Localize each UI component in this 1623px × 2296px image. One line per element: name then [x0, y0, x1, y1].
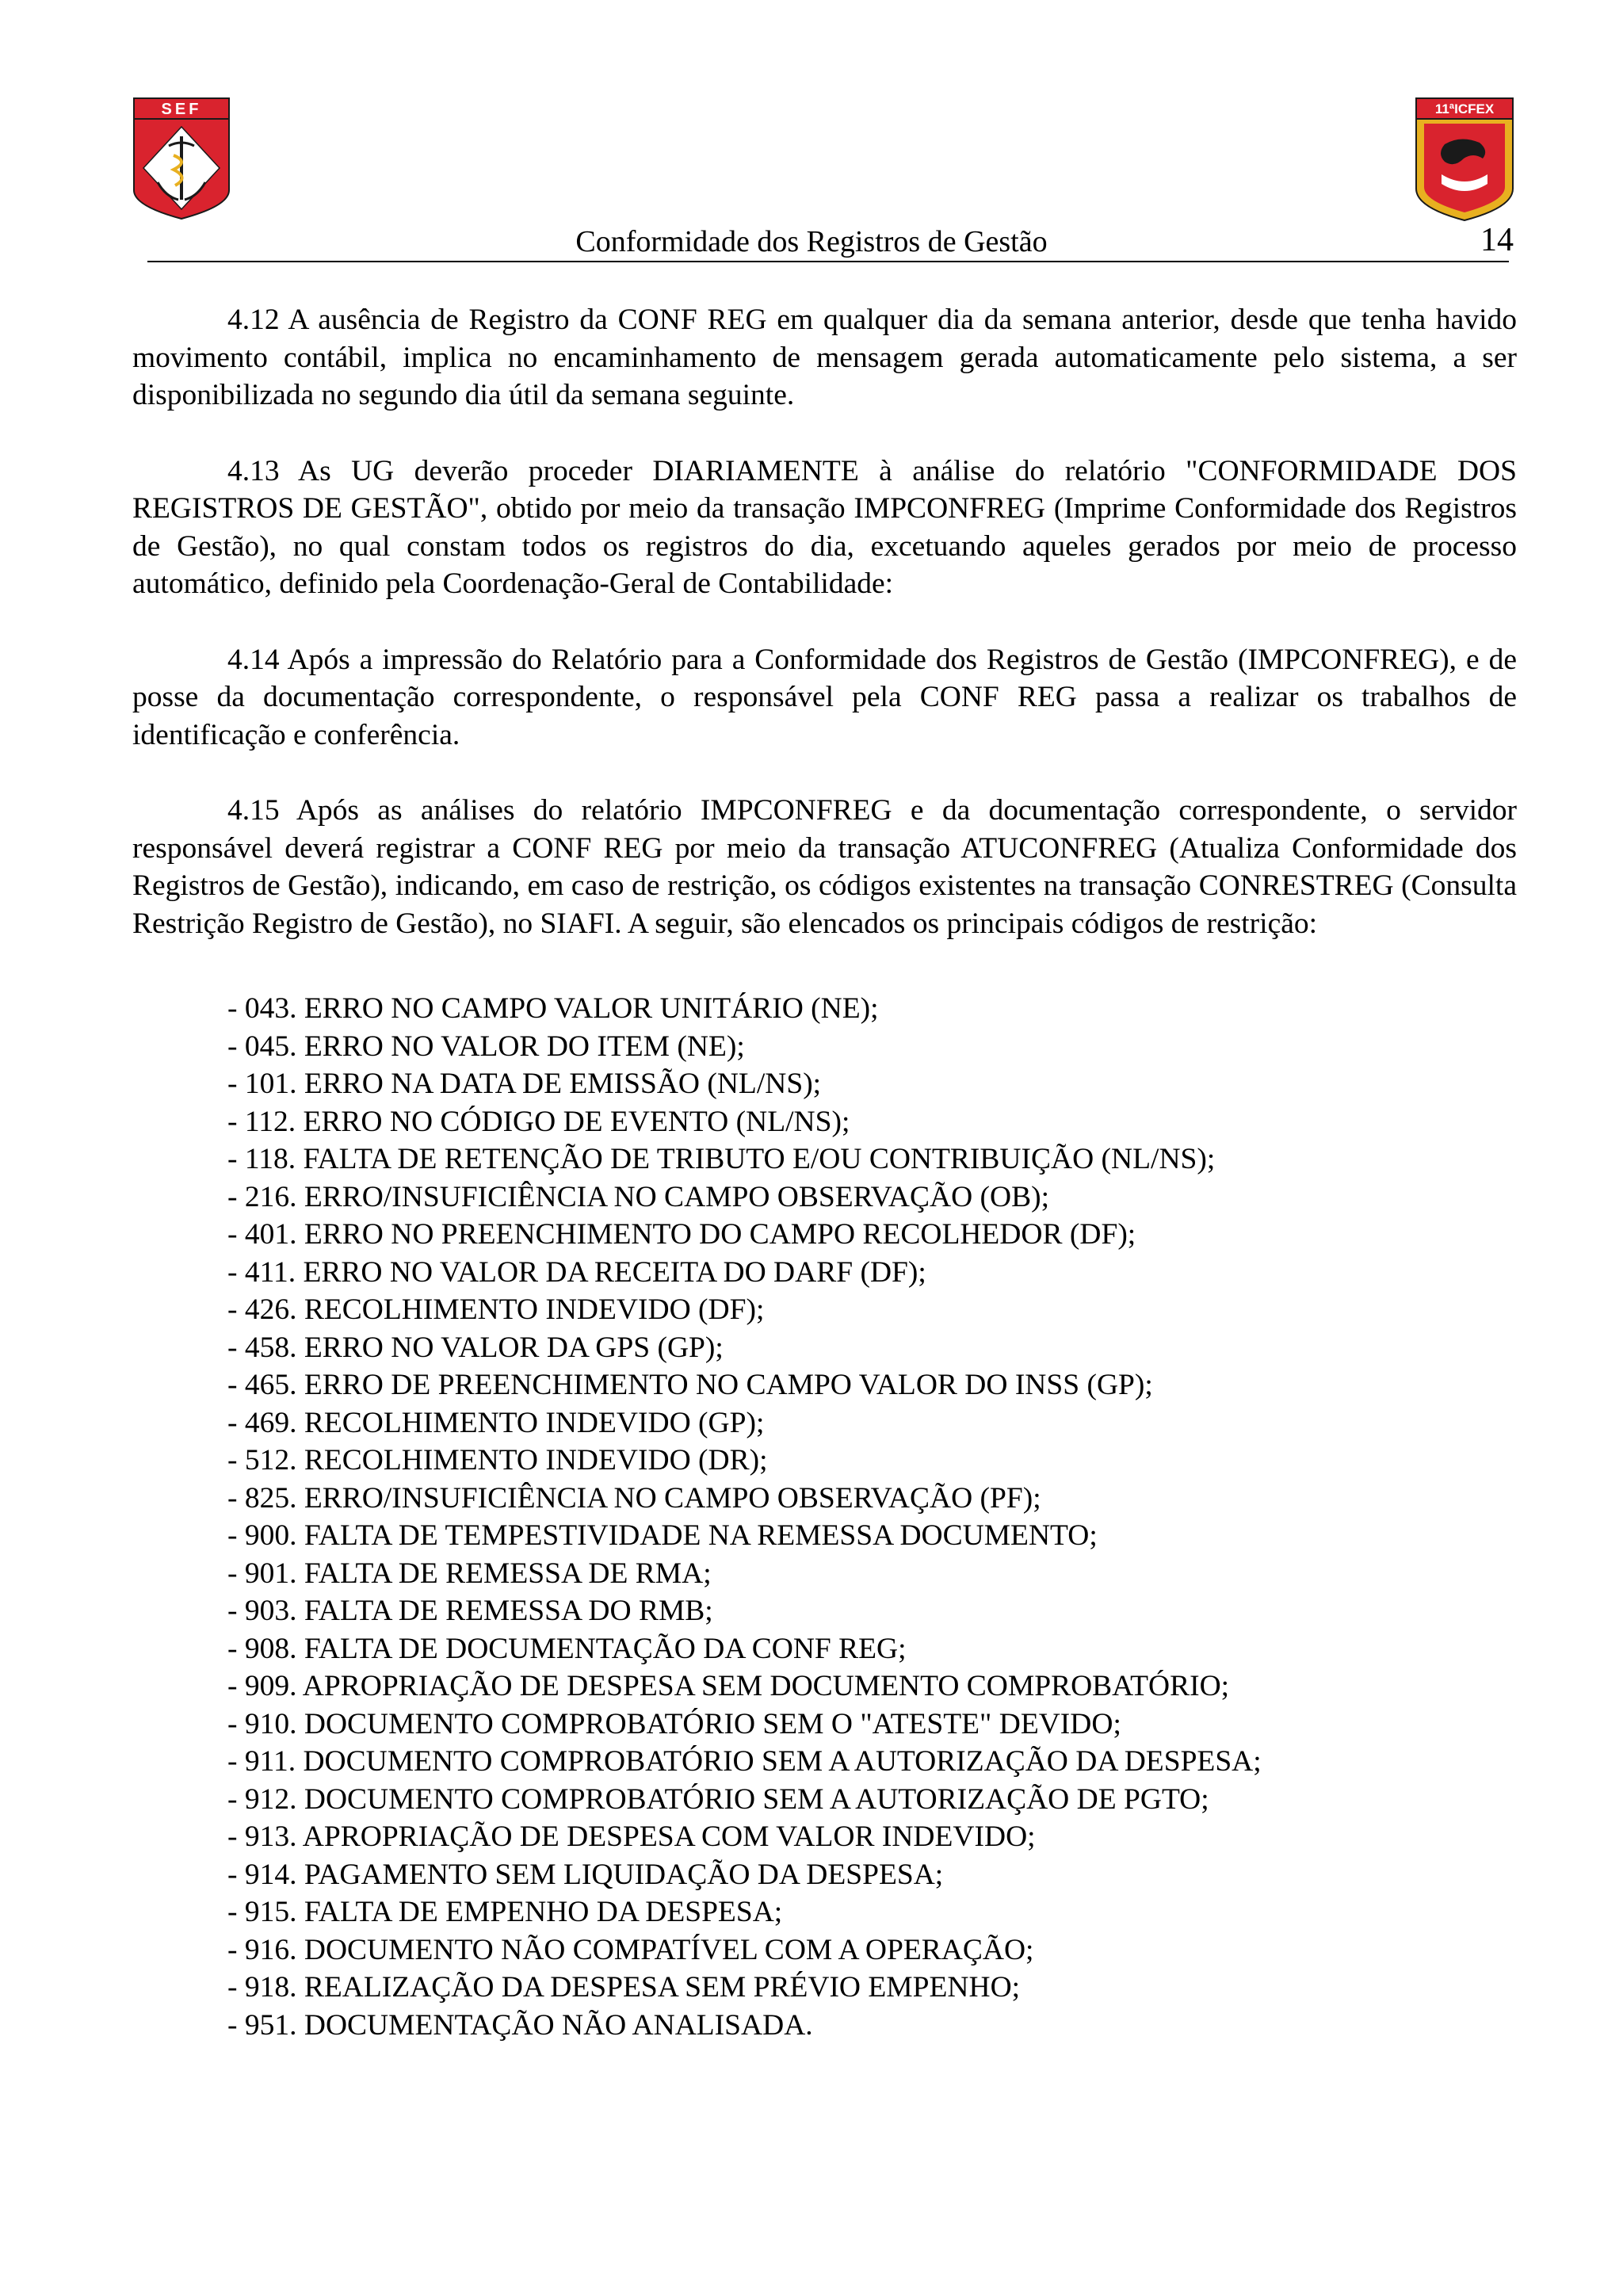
list-item: - 901. FALTA DE REMESSA DE RMA; — [227, 1557, 712, 1590]
paragraph-4-12: 4.12 A ausência de Registro da CONF REG em qualquer dia da semana anterior, desde que tenha havido movimento contábil, implica no encaminhamento de mensagem gerada automaticamente pelo sistema, a ser disponibilizada no segundo dia útil da semana seguinte. — [132, 304, 1517, 411]
paragraph-4-13: 4.13 As UG deverão proceder DIARIAMENTE à análise do relatório "CONFORMIDADE DOS REGISTROS DE GESTÃO", obtido por meio da transação IMPCONFREG (Imprime Conformidade dos Registros de Gestão), no qual constam todos os registros do dia, excetuando aqueles gerados por meio de processo automático, definido pela Coordenação-Geral de Contabilidade: — [132, 454, 1517, 600]
list-item: - 426. RECOLHIMENTO INDEVIDO (DF); — [227, 1293, 765, 1326]
svg-text:11ªICFEX: 11ªICFEX — [1434, 101, 1495, 117]
paragraph-4-15: 4.15 Após as análises do relatório IMPCONFREG e da documentação correspondente, o servidor responsável deverá registrar a CONF REG por meio da transação ATUCONFREG (Atualiza Conformidade dos Registros de Gestão), indicando, em caso de restrição, os códigos existentes na transação CONRESTREG (Consulta Restrição Registro de Gestão), no SIAFI. A seguir, são elencados os principais códigos de restrição: — [132, 794, 1517, 940]
list-item: - 913. APROPRIAÇÃO DE DESPESA COM VALOR INDEVIDO; — [227, 1820, 1036, 1853]
list-item: - 216. ERRO/INSUFICIÊNCIA NO CAMPO OBSERVAÇÃO (OB); — [227, 1180, 1050, 1213]
list-item: - 458. ERRO NO VALOR DA GPS (GP); — [227, 1331, 724, 1364]
list-item: - 908. FALTA DE DOCUMENTAÇÃO DA CONF REG; — [227, 1632, 907, 1665]
list-item: - 911. DOCUMENTO COMPROBATÓRIO SEM A AUTORIZAÇÃO DA DESPESA; — [227, 1745, 1262, 1778]
list-item: - 112. ERRO NO CÓDIGO DE EVENTO (NL/NS); — [227, 1105, 850, 1138]
list-item: - 910. DOCUMENTO COMPROBATÓRIO SEM O "ATESTE" DEVIDO; — [227, 1707, 1121, 1740]
list-item: - 915. FALTA DE EMPENHO DA DESPESA; — [227, 1896, 783, 1928]
list-item: - 101. ERRO NA DATA DE EMISSÃO (NL/NS); — [227, 1068, 822, 1100]
icfex-shield-emblem-icon — [1413, 95, 1516, 223]
restriction-code-list — [132, 990, 1517, 2044]
header-divider — [147, 261, 1509, 262]
list-item: - 465. ERRO DE PREENCHIMENTO NO CAMPO VALOR DO INSS (GP); — [227, 1369, 1153, 1401]
list-item: - 469. RECOLHIMENTO INDEVIDO (GP); — [227, 1406, 765, 1439]
list-item: - 900. FALTA DE TEMPESTIVIDADE NA REMESSA DOCUMENTO; — [227, 1519, 1098, 1552]
sef-shield-emblem-icon — [131, 95, 232, 222]
svg-text:SEF: SEF — [161, 101, 202, 118]
list-item: - 825. ERRO/INSUFICIÊNCIA NO CAMPO OBSERVAÇÃO (PF); — [227, 1481, 1041, 1515]
list-item: - 045. ERRO NO VALOR DO ITEM (NE); — [227, 1030, 745, 1063]
list-item: - 411. ERRO NO VALOR DA RECEITA DO DARF (DF); — [227, 1255, 926, 1289]
list-item: - 914. PAGAMENTO SEM LIQUIDAÇÃO DA DESPESA; — [227, 1858, 944, 1891]
list-item: - 903. FALTA DE REMESSA DO RMB; — [227, 1595, 713, 1627]
page-number: 14 — [1480, 222, 1514, 258]
list-item: - 909. APROPRIAÇÃO DE DESPESA SEM DOCUMENTO COMPROBATÓRIO; — [227, 1670, 1230, 1702]
list-item: - 916. DOCUMENTO NÃO COMPATÍVEL COM A OPERAÇÃO; — [227, 1933, 1034, 1966]
list-item: - 912. DOCUMENTO COMPROBATÓRIO SEM A AUTORIZAÇÃO DE PGTO; — [227, 1782, 1209, 1816]
list-item: - 951. DOCUMENTAÇÃO NÃO ANALISADA. — [227, 2008, 813, 2042]
list-item: - 401. ERRO NO PREENCHIMENTO DO CAMPO RECOLHEDOR (DF); — [227, 1218, 1136, 1251]
list-item: - 512. RECOLHIMENTO INDEVIDO (DR); — [227, 1444, 768, 1477]
paragraph-4-14: 4.14 Após a impressão do Relatório para a Conformidade dos Registros de Gestão (IMPCONFREG), e de posse da documentação correspondente, o responsável pela CONF REG passa a realizar os trabalhos de identificação e conferência. — [132, 643, 1517, 751]
list-item: - 918. REALIZAÇÃO DA DESPESA SEM PRÉVIO EMPENHO; — [227, 1971, 1021, 2004]
list-item: - 118. FALTA DE RETENÇÃO DE TRIBUTO E/OU CONTRIBUIÇÃO (NL/NS); — [227, 1143, 1216, 1175]
list-item: - 043. ERRO NO CAMPO VALOR UNITÁRIO (NE); — [227, 992, 879, 1025]
document-body — [132, 301, 1517, 2044]
header-title: Conformidade dos Registros de Gestão — [575, 225, 1048, 258]
